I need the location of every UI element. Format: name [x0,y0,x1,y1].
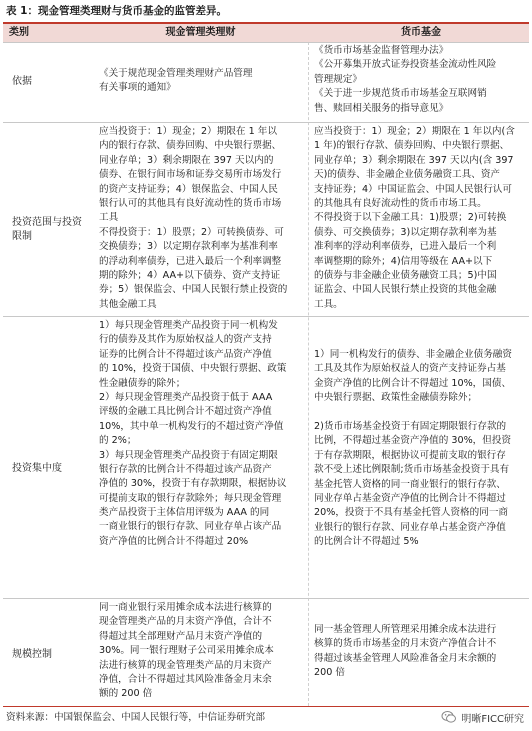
wechat-icon [441,709,457,725]
cash-management-investment-scope: 应当投资于：1）现金；2）期限在 1 年以 内的银行存款、债券回购、中央银行票据、 同业存单；3）剩余期限在 397 天以内的 债券、在银行间市场和证券交易所市场发行 的资产支持证券；4）银保监会、中国人民 银行认可的其他具有良好流动性的货币市场 工具 不得投资于：1）股票；2）可转换债券、可 交换债券；3）以定期存款利率为基准利率 的浮动利率债券，已进入最后一个利率调整 期的除外；4）AA+以下债券、资产支持证 券；5）银保监会、中国人民银行禁止投资的 其他金融工具 [99,126,288,310]
column-divider [308,42,309,706]
row-divider [3,598,529,599]
header-cash-management: 现金管理类理财 [165,27,236,38]
row-category: 依据 [12,76,32,87]
money-fund-concentration: 1）同一机构发行的债券、非金融企业债务融资 工具及其作为原始权益人的资产支持证券占基 金资产净值的比例合计不得超过 10%，国债、 中央银行票据、政策性金融债券除外； 2)货币市场基金投资于有固定期限银行存款的 比例，不得超过基金资产净值的 30%，但投资 于有存款期限，根据协议可提前支取的银行存 款不受上述比例限制;货币市场基金投资于具有 基金托管人资格的同一商业银行的银行存款、 同业存单占基金资产净值的比例合计不得超过 20%，投资于不具有基金托管人资格的同一商 业银行的银行存款、同业存单占基金资产净值 的比例合计不得超过 5% [314,349,512,548]
money-fund-investment-scope: 应当投资于：1）现金；2）期限在 1 年以内(含 1 年)的银行存款、债券回购、中央银行票据、 同业存单；3）剩余期限在 397 天以内(含 397 天)的债券、非金融企业债务融资工具、资产 支持证券；4）中国证监会、中国人民银行认可 的其他具有良好流动性的货币市场工具。 不得投资于以下金融工具：1)股票；2)可转换 债券、可交换债券；3)以定期存款利率为基 准利率的浮动利率债券，已进入最后一个利 率调整期的除外；4)信用等级在 AA+以下 的债券与非金融企业债务融资工具；5)中国 证监会、中国人民银行禁止投资的其他金融 工具。 [314,126,515,310]
cash-management-scale-control: 同一商业银行采用摊余成本法进行核算的 现金管理类产品的月末资产净值，合计不 得超过其全部理财产品月末资产净值的 30%。同一银行理财子公司采用摊余成本 法进行核算的现金管理类产品的月末资产 净值，合计不得超过其风险准备金月末余 额的 200 倍 [99,602,274,700]
header-money-fund: 货币基金 [401,27,441,38]
cash-management-concentration: 1）每只现金管理类产品投资于同一机构发 行的债券及其作为原始权益人的资产支持 证券的比例合计不得超过该产品资产净值 的 10%，投资于国债、中央银行票据、政策 性金融债券的除外； 2）每只现金管理类产品投资于低于 AAA 评级的金融工具比例合计不超过资产净值 10%，其中单一机构发行的不超过资产净值 的 2%； 3）每只现金管理类产品投资于有固定期限 银行存款的比例合计不得超过该产品资产 净值的 30%，投资于有存款期限，根据协议 可提前支取的银行存款除外；每只现金管理 类产品投资于主体信用评级为 AAA 的同 一商业银行的银行存款、同业存单占该产品 资产净值的比例合计不得超过 20% [99,320,287,547]
money-fund-basis: 《货币市场基金监督管理办法》 《公开募集开放式证券投资基金流动性风险 管理规定》 《关于进一步规范货币市场基金互联网销 售、赎回相关服务的指导意见》 [314,45,497,114]
money-fund-scale-control: 同一基金管理人所管理采用摊余成本法进行 核算的货币市场基金的月末资产净值合计不 得超过该基金管理人风险准备金月末余额的 200 倍 [314,624,497,679]
header-category: 类别 [9,27,29,38]
row-divider [3,42,529,43]
cash-management-basis: 《关于规范现金管理类理财产品管理 有关事项的通知》 [99,68,253,94]
source-note: 资料来源：中国银保监会、中国人民银行等，中信证券研究部 [6,712,266,723]
row-category: 投资范围与投资 限制 [12,217,82,242]
row-category: 投资集中度 [12,463,62,474]
table-caption: 表 1：现金管理类理财与货币基金的监管差异。 [6,5,227,17]
watermark [439,707,526,727]
watermark-text: 明晰FICC研究 [461,713,524,725]
row-divider [3,316,529,317]
row-category: 规模控制 [12,649,52,660]
row-divider [3,122,529,123]
table-header-row [3,24,529,42]
